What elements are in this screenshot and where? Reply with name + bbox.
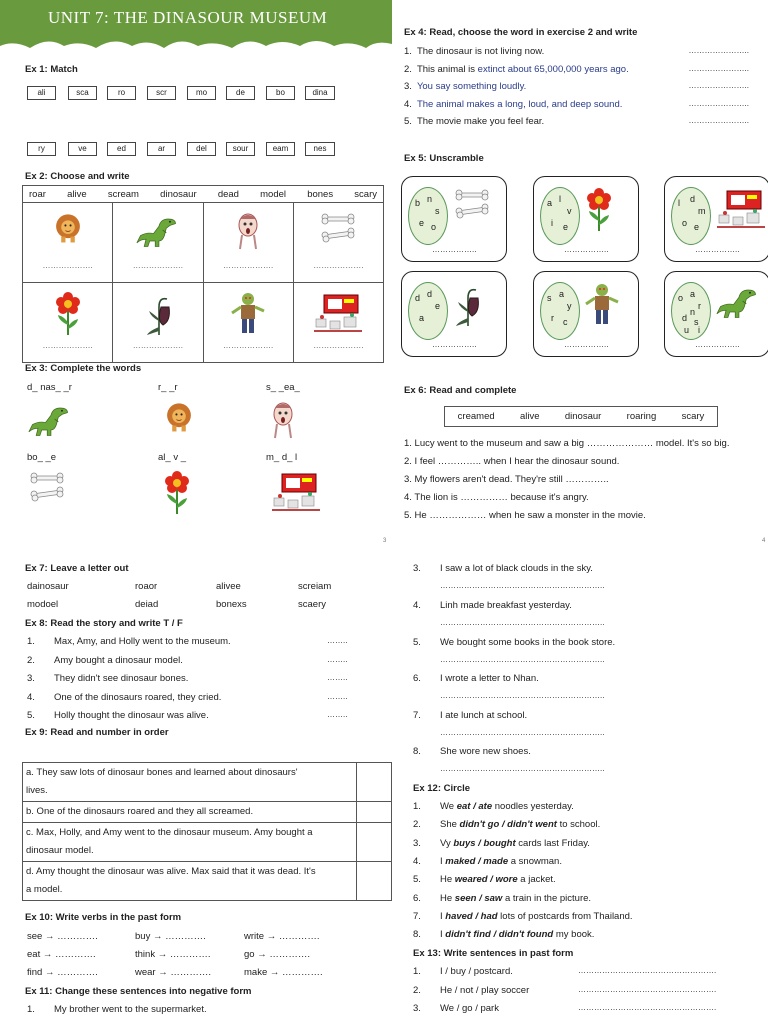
dead-flower-icon xyxy=(452,282,482,331)
order-row xyxy=(23,823,392,862)
answer-blank: ……………………………………………. xyxy=(578,966,717,975)
ex6-item: 4. The lion is …………… because it's angry. xyxy=(404,492,589,503)
scrambled-letter: l xyxy=(678,198,680,208)
word-puzzle: s_ _ea_ xyxy=(266,382,300,393)
item-number: 3. xyxy=(413,563,421,574)
ex1-title: Ex 1: Match xyxy=(25,64,78,75)
word-puzzle: al_ v _ xyxy=(158,452,186,463)
answer-blank: …….. xyxy=(327,636,348,645)
ex9-table xyxy=(22,762,392,901)
ex12-title: Ex 12: Circle xyxy=(413,783,471,794)
syllable-box: sca xyxy=(68,86,97,100)
scrambled-letter: r xyxy=(551,313,554,323)
word-bank-item: scary xyxy=(354,188,377,200)
ex7-title: Ex 7: Leave a letter out xyxy=(25,563,129,574)
picture-cell xyxy=(293,283,383,363)
scrambled-letter: e xyxy=(563,222,569,232)
letter-oval xyxy=(408,187,448,245)
answer-blank: ………………. xyxy=(42,341,93,350)
choice-options[interactable]: didn't find / didn't found xyxy=(445,929,554,941)
syllable-box: bo xyxy=(266,86,295,100)
sentence-cell xyxy=(23,862,357,901)
ex2-word-bank xyxy=(23,186,384,203)
picture-cell xyxy=(203,203,293,283)
scrambled-letter: o xyxy=(678,293,684,303)
statement: Amy bought a dinosaur model. xyxy=(54,654,183,666)
scrambled-letter: l xyxy=(559,194,561,204)
item-number: 8. xyxy=(413,929,421,941)
ex13-title: Ex 13: Write sentences in past form xyxy=(413,948,574,959)
ex11-title: Ex 11: Change these sentences into negative form xyxy=(25,986,252,997)
verb-item: make → …………. xyxy=(244,967,323,978)
sentence-line: d. Amy thought the dinosaur was alive. Max said that it was dead. It's xyxy=(26,866,316,877)
scrambled-letter: s xyxy=(547,293,552,303)
sentence-end: to school. xyxy=(556,819,601,831)
scrambled-letter: c xyxy=(563,317,568,327)
number-box[interactable] xyxy=(357,763,392,802)
word-bank-item: roar xyxy=(29,188,46,200)
ex4-item xyxy=(404,46,749,57)
picture-cell xyxy=(293,203,383,283)
word-bank-item: model xyxy=(260,188,287,200)
word-bank-item: alive xyxy=(67,188,87,200)
item-text-highlight: You say something loudly. xyxy=(416,81,527,92)
word-puzzle: m_ d_ l xyxy=(266,452,298,463)
sentence-start: He xyxy=(440,892,455,904)
sentence: I saw a lot of black clouds in the sky. xyxy=(440,563,593,574)
answer-blank: …….. xyxy=(327,654,348,664)
sentence-line: a. They saw lots of dinosaur bones and learned about dinosaurs' xyxy=(26,767,298,778)
item-number: 2. xyxy=(404,63,412,75)
choice-options[interactable]: seen / saw xyxy=(454,892,503,904)
answer-blank: …………………………………………………….. xyxy=(440,764,605,773)
sentence-end: noodles yesterday. xyxy=(492,801,574,812)
item-number: 3. xyxy=(404,81,412,92)
scrambled-letter: o xyxy=(431,222,437,232)
word-bank-item: bones xyxy=(307,188,334,200)
sentence: Linh made breakfast yesterday. xyxy=(440,600,572,611)
ex8-title: Ex 8: Read the story and write T / F xyxy=(25,618,183,629)
answer-blank: …………………………………………………….. xyxy=(440,618,605,627)
order-row xyxy=(23,862,392,901)
word-puzzle: bo_ _e xyxy=(27,452,57,463)
word-bank-item: dinosaur xyxy=(160,188,197,200)
scrambled-letter: d xyxy=(415,293,421,303)
verb-item: go → …………. xyxy=(244,949,310,960)
item-number: 4. xyxy=(413,600,421,611)
statement: One of the dinosaurs roared, they cried. xyxy=(54,691,222,703)
scrambled-letter: e xyxy=(419,218,425,228)
ex6-title: Ex 6: Read and complete xyxy=(404,385,517,396)
circle-sentence xyxy=(440,819,600,830)
answer-blank: …………………………………………………….. xyxy=(440,581,605,590)
unscramble-card xyxy=(664,176,768,262)
item-number: 5. xyxy=(413,637,421,648)
model-kit-icon xyxy=(294,291,383,337)
ex2-title: Ex 2: Choose and write xyxy=(25,171,130,182)
sentence-start: He xyxy=(440,874,455,886)
item-number: 4. xyxy=(413,855,421,867)
item-text-highlight: extinct about 65,000,000 years ago. xyxy=(477,63,629,75)
syllable-box: dina xyxy=(305,86,335,100)
sentence-start: She xyxy=(440,819,460,831)
letter-oval xyxy=(540,187,580,245)
sentence-cell xyxy=(23,763,357,802)
choice-options[interactable]: weared / wore xyxy=(454,874,518,886)
syllable-box: ar xyxy=(147,142,176,156)
flower-icon xyxy=(584,187,614,236)
item-number: 2. xyxy=(413,984,421,996)
dinosaur-icon xyxy=(27,400,73,441)
item-number: 5. xyxy=(413,874,421,886)
ex10-title: Ex 10: Write verbs in the past form xyxy=(25,912,182,923)
syllable-box: scr xyxy=(147,86,176,100)
answer-blank: …………….. xyxy=(432,245,477,254)
sentence-start: I xyxy=(440,910,446,922)
prompt: We / go / park xyxy=(440,1003,499,1014)
answer-blank: …….. xyxy=(327,673,348,682)
picture-cell xyxy=(203,283,293,363)
scrambled-letter: o xyxy=(682,218,688,228)
sentence-end: a jacket. xyxy=(517,874,556,886)
prompt: He / not / play soccer xyxy=(440,984,530,996)
item-number: 1. xyxy=(413,966,421,977)
item-number: 3. xyxy=(413,1003,421,1014)
item-number: 7. xyxy=(413,910,421,922)
letter-oval xyxy=(671,187,711,245)
sentence: I wrote a letter to Nhan. xyxy=(440,673,539,684)
answer-blank: ………………. xyxy=(313,341,364,350)
scrambled-letter: d xyxy=(682,313,688,323)
answer-blank: ………………. xyxy=(132,261,183,270)
ex6-item: 2. I feel ………….. when I hear the dinosaur sound. xyxy=(404,456,620,467)
answer-blank: …………………………………………………….. xyxy=(440,655,605,664)
lion-icon xyxy=(162,400,196,437)
number-box[interactable] xyxy=(357,802,392,823)
item-number: 7. xyxy=(413,710,421,721)
answer-blank: …….. xyxy=(327,710,348,719)
sentence-end: a snowman. xyxy=(508,855,562,867)
bones-icon xyxy=(294,211,383,257)
scrambled-letter: n xyxy=(427,194,433,204)
bones-icon xyxy=(452,187,492,224)
statement: They didn't see dinosaur bones. xyxy=(54,673,189,684)
answer-blank: …………….. xyxy=(695,340,740,349)
syllable-box: ro xyxy=(107,86,136,100)
scrambled-letter: u xyxy=(684,325,690,335)
scrambled-letter: s xyxy=(435,206,440,216)
statement: Max, Amy, and Holly went to the museum. xyxy=(54,636,231,647)
lion-icon xyxy=(23,211,112,257)
item-number: 1. xyxy=(404,46,412,57)
sentence: I ate lunch at school. xyxy=(440,710,528,721)
dinosaur-icon xyxy=(113,211,202,257)
word-bank-item: creamed xyxy=(457,411,495,422)
sentence: We bought some books in the book store. xyxy=(440,637,616,648)
item-number: 8. xyxy=(413,746,421,757)
frightened-face-icon xyxy=(270,400,296,443)
choice-options[interactable]: didn't go / didn't went xyxy=(459,819,557,831)
ex2-table xyxy=(22,185,384,363)
answer-blank: ………………….. xyxy=(688,81,749,90)
ex6-item: 3. My flowers aren't dead. They're still ………….. xyxy=(404,474,609,485)
flower-icon xyxy=(162,470,192,519)
zombie-icon xyxy=(204,291,293,337)
frightened-face-icon xyxy=(204,211,293,257)
page-number: 3 xyxy=(383,538,387,544)
sentence: My brother went to the supermarket. xyxy=(54,1004,207,1015)
circle-sentence xyxy=(440,874,556,885)
item-number: 4. xyxy=(27,691,35,703)
answer-blank: ………………….. xyxy=(688,98,749,108)
answer-blank: …….. xyxy=(327,691,348,701)
scrambled-letter: b xyxy=(415,198,421,208)
word-bank-item: roaring xyxy=(626,411,657,422)
syllable-box: nes xyxy=(305,142,335,156)
letter-oval xyxy=(408,282,448,340)
word-bank-item: dinosaur xyxy=(564,411,602,422)
circle-sentence xyxy=(440,856,562,867)
picture-cell xyxy=(23,203,113,283)
sentence-line: c. Max, Holly, and Amy went to the dinosaur museum. Amy bought a xyxy=(26,827,313,838)
item-number: 4. xyxy=(404,98,412,110)
syllable-box: mo xyxy=(187,86,216,100)
answer-blank: …………….. xyxy=(564,245,609,254)
scrambled-letter: y xyxy=(567,301,572,311)
flower-icon xyxy=(23,291,112,337)
choice-options[interactable]: buys / bought xyxy=(453,837,516,849)
unscramble-card xyxy=(401,176,507,262)
word-puzzle: r_ _r xyxy=(158,382,178,393)
answer-blank: ………………. xyxy=(132,341,183,350)
syllable-box: eam xyxy=(266,142,295,156)
statement: Holly thought the dinosaur was alive. xyxy=(54,710,209,721)
item-number: 3. xyxy=(27,673,35,684)
scrambled-letter: d xyxy=(427,289,433,299)
ex6-item: 1. Lucy went to the museum and saw a big ………………… model. It's so big. xyxy=(404,438,730,449)
ex4-item xyxy=(404,99,749,110)
prompt: I / buy / postcard. xyxy=(440,966,513,977)
item-number: 5. xyxy=(404,116,412,127)
scrambled-letter: a xyxy=(419,313,425,323)
circle-sentence xyxy=(440,801,574,812)
sentence-end: lots of postcards from Thailand. xyxy=(497,910,633,922)
word-bank-item: scary xyxy=(681,411,705,422)
sentence-end: a train in the picture. xyxy=(502,892,592,904)
answer-blank: …………….. xyxy=(432,340,477,349)
syllable-box: ry xyxy=(27,142,56,156)
choice-options[interactable]: haved / had xyxy=(445,910,498,922)
syllable-box: ed xyxy=(107,142,136,156)
verb-item: buy → …………. xyxy=(135,931,206,942)
number-box[interactable] xyxy=(357,862,392,901)
misspelled-word: roaor xyxy=(135,581,158,592)
verb-item: write → …………. xyxy=(244,931,320,942)
ex2-words-row xyxy=(23,189,383,200)
item-text-highlight: The animal makes a long, loud, and deep sound. xyxy=(416,98,623,110)
scrambled-letter: a xyxy=(690,289,696,299)
misspelled-word: screiam xyxy=(298,581,332,592)
sentence-line: a model. xyxy=(26,884,63,895)
bones-icon xyxy=(27,470,67,507)
ex3-title: Ex 3: Complete the words xyxy=(25,363,142,374)
sentence-start: We xyxy=(440,801,457,812)
word-bank-item: dead xyxy=(217,188,239,200)
answer-blank: ……………………………………………. xyxy=(578,984,717,994)
item-number: 2. xyxy=(413,819,421,831)
answer-blank: ……………………………………………. xyxy=(578,1003,717,1012)
scrambled-letter: i xyxy=(551,218,553,228)
choice-options[interactable]: eat / ate xyxy=(456,801,493,812)
unscramble-card xyxy=(533,176,639,262)
scrambled-letter: a xyxy=(547,198,553,208)
ex9-title: Ex 9: Read and number in order xyxy=(25,727,169,738)
item-number: 6. xyxy=(413,673,421,684)
letter-oval xyxy=(671,282,711,340)
item-number: 6. xyxy=(413,892,421,904)
scrambled-letter: n xyxy=(690,307,696,317)
scrambled-letter: a xyxy=(559,289,565,299)
item-text: The movie make you feel fear. xyxy=(416,116,545,127)
verb-item: see → …………. xyxy=(27,931,98,942)
sentence-end: my book. xyxy=(553,929,595,941)
word-puzzle: d_ nas_ _r xyxy=(27,382,72,393)
item-number: 5. xyxy=(27,710,35,721)
circle-sentence xyxy=(440,911,633,922)
verb-item: find → …………. xyxy=(27,967,98,978)
misspelled-word: alivee xyxy=(216,581,241,592)
syllable-box: de xyxy=(226,86,255,100)
verb-item: eat → …………. xyxy=(27,949,96,960)
answer-blank: …………………………………………………….. xyxy=(440,728,605,737)
answer-blank: ………………. xyxy=(313,261,364,270)
page-title: UNIT 7: THE DINASOUR MUSEUM xyxy=(48,8,328,27)
sentence-line: b. One of the dinosaurs roared and they all screamed. xyxy=(26,806,254,817)
answer-blank: ………………. xyxy=(223,341,274,350)
dinosaur-icon xyxy=(715,282,761,323)
circle-sentence xyxy=(440,838,590,849)
misspelled-word: deiad xyxy=(135,599,159,610)
picture-cell xyxy=(113,283,203,363)
ex4-item xyxy=(404,116,749,127)
item-text: The dinosaur is not living now. xyxy=(416,46,545,57)
answer-blank: ………………….. xyxy=(688,46,749,55)
unscramble-card xyxy=(664,271,768,357)
sentence-line: dinosaur model. xyxy=(26,845,94,856)
answer-blank: ………………. xyxy=(42,261,93,270)
item-number: 1. xyxy=(27,636,35,647)
item-number: 3. xyxy=(413,837,421,849)
model-kit-icon xyxy=(715,187,767,234)
sentence: She wore new shoes. xyxy=(440,746,531,757)
answer-blank: …………………………………………………….. xyxy=(440,691,605,700)
sentence-end: cards last Friday. xyxy=(515,837,590,849)
syllable-box: sour xyxy=(226,142,255,156)
item-number: 2. xyxy=(27,654,35,666)
scrambled-letter: e xyxy=(694,222,700,232)
page-number: 4 xyxy=(762,538,766,544)
answer-blank: …………….. xyxy=(564,340,609,349)
misspelled-word: bonexs xyxy=(216,599,247,610)
syllable-box: ali xyxy=(27,86,56,100)
circle-sentence xyxy=(440,929,594,940)
sentence-cell xyxy=(23,823,357,862)
order-row xyxy=(23,763,392,802)
scrambled-letter: s xyxy=(694,317,699,327)
sentence-start: I xyxy=(440,929,446,941)
scrambled-letter: m xyxy=(698,206,706,216)
unscramble-card xyxy=(401,271,507,357)
ex6-word-bank xyxy=(444,406,718,427)
misspelled-word: dainosaur xyxy=(27,581,69,592)
syllable-box: del xyxy=(187,142,216,156)
ex6-item: 5. He ……………… when he saw a monster in the movie. xyxy=(404,510,646,521)
word-bank-item: scream xyxy=(107,188,139,200)
ex4-item xyxy=(404,81,749,92)
dead-flower-icon xyxy=(113,291,202,337)
number-box[interactable] xyxy=(357,823,392,862)
ex4-item xyxy=(404,64,749,75)
answer-blank: …………….. xyxy=(695,245,740,254)
answer-blank: ………………. xyxy=(223,261,274,270)
misspelled-word: scaery xyxy=(298,599,326,610)
misspelled-word: modoel xyxy=(27,599,59,610)
picture-cell xyxy=(23,283,113,363)
scrambled-letter: v xyxy=(567,206,572,216)
sentence-start: I xyxy=(440,855,446,867)
syllable-box: ve xyxy=(68,142,97,156)
item-number: 1. xyxy=(27,1004,35,1015)
sentence-line: lives. xyxy=(26,785,48,796)
word-bank-item: alive xyxy=(519,411,540,422)
choice-options[interactable]: maked / made xyxy=(445,855,509,867)
zombie-icon xyxy=(584,282,620,331)
circle-sentence xyxy=(440,893,591,904)
letter-oval xyxy=(540,282,580,340)
item-text: This animal is xyxy=(416,63,478,75)
ex5-title: Ex 5: Unscramble xyxy=(404,153,484,164)
picture-cell xyxy=(113,203,203,283)
scrambled-letter: r xyxy=(698,301,701,311)
sentence-cell xyxy=(23,802,357,823)
ex4-title: Ex 4: Read, choose the word in exercise 2 and write xyxy=(404,27,638,38)
item-number: 1. xyxy=(413,801,421,812)
model-kit-icon xyxy=(270,470,322,517)
unscramble-card xyxy=(533,271,639,357)
verb-item: wear → …………. xyxy=(135,967,212,978)
scrambled-letter: e xyxy=(435,301,441,311)
answer-blank: ………………….. xyxy=(688,63,749,73)
verb-item: think → …………. xyxy=(135,949,211,960)
answer-blank: ………………….. xyxy=(688,116,749,125)
scrambled-letter: i xyxy=(698,325,700,335)
scrambled-letter: d xyxy=(690,194,696,204)
sentence-start: Vy xyxy=(440,837,454,849)
order-row xyxy=(23,802,392,823)
